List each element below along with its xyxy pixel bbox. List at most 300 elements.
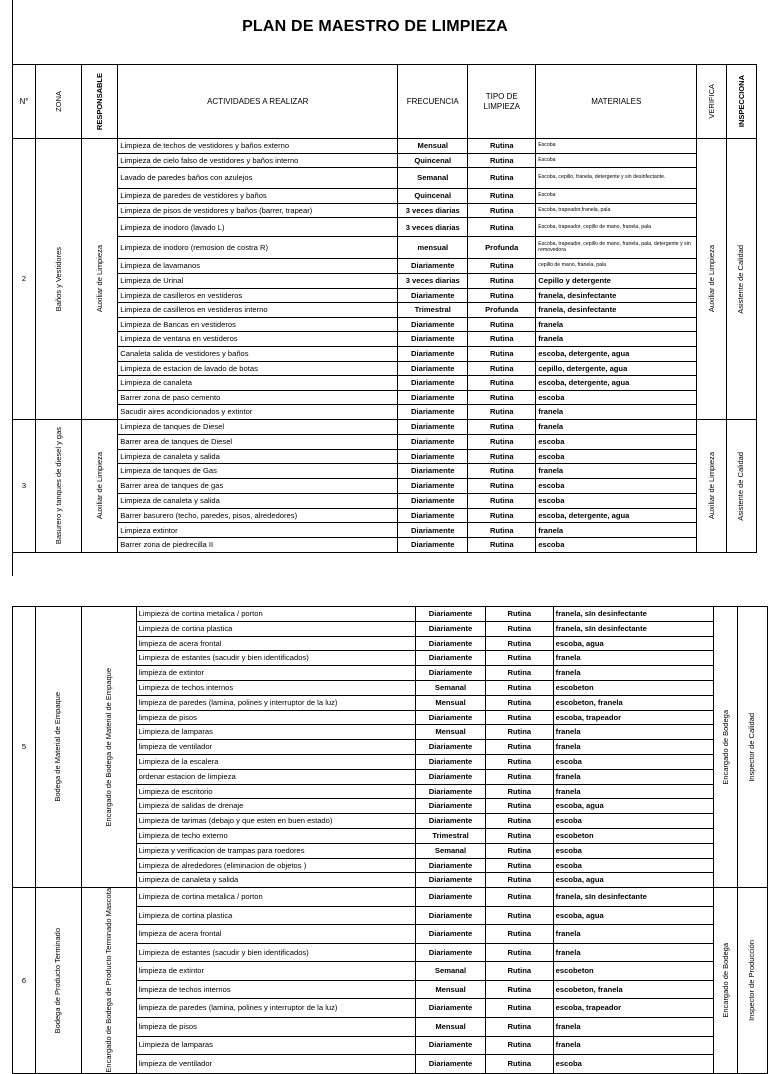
verifier [697,139,727,420]
cleaning-plan-table-bottom [12,606,768,1074]
title-box [12,0,738,64]
responsible-text: Encargado de Bodega de Producto Terminado Mascota [103,888,113,1073]
cleaning-type-cell: Rutina [468,538,536,553]
activity-cell: Limpieza de escritorio [136,784,415,799]
table-row [13,153,757,168]
zone-name-text: Bodega de Material de Empaque [53,692,63,802]
materials-cell: escobeton, franela [553,695,714,710]
activity-cell: Limpieza de lamparas [136,1036,415,1055]
activity-cell: Limpieza de estantes (sacudir y bien identificados) [136,651,415,666]
materials-cell: franela [553,651,714,666]
cleaning-type-cell: Rutina [468,405,536,420]
verifier-text: Encargado de Bodega [720,709,730,785]
frequency-cell: Semanal [398,168,468,189]
cleaning-type-cell: Rutina [485,740,553,755]
frequency-cell: Diariamente [398,434,468,449]
materials-cell: escoba, detergente, agua [536,508,697,523]
verifier [714,888,738,1074]
table-row [13,493,757,508]
frequency-cell: Diariamente [416,769,486,784]
materials-cell: franela [536,523,697,538]
cleaning-type-cell: Rutina [468,332,536,347]
header-tipo: TIPO DE LIMPIEZA [468,65,536,139]
table-row [13,168,757,189]
responsible [82,139,118,420]
materials-cell: franela [536,317,697,332]
frequency-cell: Diariamente [416,799,486,814]
cleaning-type-cell: Rutina [485,607,553,622]
header-row [13,65,757,139]
activity-cell: Limpieza de cortina plastica [136,906,415,925]
materials-cell: escobeton [553,828,714,843]
materials-cell: cepillo de mano, franela, pala [536,259,697,274]
cleaning-type-cell: Rutina [468,390,536,405]
frequency-cell: Diariamente [416,943,486,962]
table-row [13,376,757,391]
cleaning-type-cell: Rutina [468,361,536,376]
verifier-text: Encargado de Bodega [720,943,730,1018]
table-row [13,390,757,405]
activity-cell: Limpieza de alrededores (eliminacion de objetos ) [136,858,415,873]
cleaning-type-cell: Rutina [485,680,553,695]
zone-name [36,419,82,552]
table-row [13,288,757,303]
activity-cell: Lavado de paredes baños con azulejos [118,168,398,189]
cleaning-type-cell: Rutina [485,754,553,769]
materials-cell: escoba, trapeador [553,710,714,725]
activity-cell: limpieza de paredes (lamina, polines y interruptor de la luz) [136,999,415,1018]
inspector-text: Asistente de Calidad [736,244,746,314]
materials-cell: escobeton [553,680,714,695]
materials-cell: franela [536,419,697,434]
zone-name-text: Bodega de Producto Terminado [53,927,63,1034]
frequency-cell: Diariamente [398,317,468,332]
materials-cell: escoba, detergente, agua [536,376,697,391]
table-row [13,464,757,479]
cleaning-type-cell: Rutina [468,317,536,332]
activity-cell: limpieza de acera frontal [136,925,415,944]
responsible [82,888,137,1074]
materials-cell: Escoba, cepillo, franela, detergente y sin desinfectante. [536,168,697,189]
materials-cell: franela [553,740,714,755]
cleaning-type-cell: Profunda [468,237,536,259]
cleaning-type-cell: Rutina [468,523,536,538]
materials-cell: Escoba, trapeador, cepillo de mano, franela, pala [536,218,697,237]
cleaning-type-cell: Rutina [485,1017,553,1036]
verifier [714,607,738,888]
materials-cell: franela [553,925,714,944]
cleaning-type-cell: Rutina [485,828,553,843]
activity-cell: Barrer area de tanques de gas [118,479,398,494]
cleaning-type-cell: Rutina [468,464,536,479]
frequency-cell: 3 veces diarias [398,203,468,218]
activity-cell: limpieza de paredes (lamina, polines y interruptor de la luz) [136,695,415,710]
frequency-cell: Semanal [416,843,486,858]
inspector-text: Inspector de Calidad [747,712,757,782]
cleaning-type-cell: Rutina [485,725,553,740]
cleaning-type-cell: Rutina [485,999,553,1018]
materials-cell: Cepillo y detergente [536,273,697,288]
zone-name [36,139,82,420]
materials-cell: escoba [536,449,697,464]
materials-cell: franela [536,332,697,347]
activity-cell: Limpieza de ventana en vestideros [118,332,398,347]
cleaning-type-cell: Profunda [468,303,536,318]
activity-cell: Limpieza de salidas de drenaje [136,799,415,814]
page-title: PLAN DE MAESTRO DE LIMPIEZA [242,18,508,35]
table-row [13,434,757,449]
materials-cell: Escoba [536,139,697,154]
activity-cell: limpieza de ventilador [136,1055,415,1074]
activity-cell: Limpieza de canaleta y salida [136,873,415,888]
table-row [13,538,757,553]
activity-cell: Limpieza de cielo falso de vestidores y baños interno [118,153,398,168]
frequency-cell: Diariamente [398,523,468,538]
frequency-cell: Quincenal [398,189,468,204]
cleaning-type-cell: Rutina [468,449,536,464]
frequency-cell: Diariamente [398,508,468,523]
frequency-cell: Diariamente [398,538,468,553]
materials-cell: Escoba [536,189,697,204]
activity-cell: limpieza de pisos [136,710,415,725]
materials-cell: franela [553,666,714,681]
frequency-cell: Trimestral [398,303,468,318]
activity-cell: Limpieza de la escalera [136,754,415,769]
activity-cell: Limpieza de canaleta [118,376,398,391]
frequency-cell: Diariamente [416,784,486,799]
frequency-cell: Diariamente [398,464,468,479]
responsible-text: Encargado de Bodega de Material de Empaque [103,667,113,827]
cleaning-type-cell: Rutina [485,814,553,829]
zone-name [35,888,81,1074]
table-row [13,273,757,288]
cleaning-type-cell: Rutina [468,273,536,288]
inspector-text: Asistente de Calidad [736,451,746,521]
frequency-cell: Diariamente [398,346,468,361]
materials-cell: franela [553,1017,714,1036]
cleaning-type-cell: Rutina [485,873,553,888]
frequency-cell: 3 veces diarias [398,218,468,237]
activity-cell: ordenar estacion de limpieza [136,769,415,784]
activity-cell: Limpieza extintor [118,523,398,538]
table-row [13,419,757,434]
cleaning-type-cell: Rutina [485,651,553,666]
materials-cell: Escoba [536,153,697,168]
cleaning-type-cell: Rutina [468,189,536,204]
frequency-cell: Mensual [416,695,486,710]
materials-cell: escoba [536,390,697,405]
materials-cell: franela [553,769,714,784]
inspector [727,139,757,420]
cleaning-type-cell: Rutina [485,799,553,814]
inspector [738,888,768,1074]
cleaning-type-cell: Rutina [485,636,553,651]
frequency-cell: Mensual [416,980,486,999]
materials-cell: escoba, agua [553,799,714,814]
activity-cell: Limpieza de estantes (sacudir y bien identificados) [136,943,415,962]
activity-cell: Limpieza y verificacion de trampas para roedores [136,843,415,858]
activity-cell: Barrer area de tanques de Diesel [118,434,398,449]
materials-cell: franela, sIn desinfectante [553,607,714,622]
materials-cell: Escoba, trapeador,franela, pala [536,203,697,218]
cleaning-type-cell: Rutina [468,434,536,449]
table-row [13,139,757,154]
responsible-text: Auxiliar de Limpieza [94,245,104,313]
frequency-cell: Diariamente [416,999,486,1018]
activity-cell: Limpieza de techos internos [136,680,415,695]
frequency-cell: Diariamente [398,332,468,347]
activity-cell: Limpieza de pisos de vestidores y baños (barrer, trapear) [118,203,398,218]
frequency-cell: Diariamente [416,925,486,944]
table-row [13,523,757,538]
table-row [13,449,757,464]
cleaning-type-cell: Rutina [468,218,536,237]
frequency-cell: Quincenal [398,153,468,168]
cleaning-type-cell: Rutina [468,419,536,434]
cleaning-type-cell: Rutina [485,888,553,907]
materials-cell: franela [553,784,714,799]
cleaning-type-cell: Rutina [468,168,536,189]
cleaning-type-cell: Rutina [485,1036,553,1055]
materials-cell: escoba [553,843,714,858]
table-row [13,203,757,218]
cleaning-type-cell: Rutina [485,666,553,681]
materials-cell: cepillo, detergente, agua [536,361,697,376]
table-row [13,317,757,332]
activity-cell: Limpieza de tanques de Gas [118,464,398,479]
frequency-cell: Diariamente [416,740,486,755]
cleaning-type-cell: Rutina [485,1055,553,1074]
materials-cell: escoba [553,858,714,873]
activity-cell: Limpieza de paredes de vestidores y baños [118,189,398,204]
inspector-text: Inspector de Producción [747,939,757,1021]
activity-cell: Limpieza de cortina plastica [136,621,415,636]
table-row [13,303,757,318]
cleaning-type-cell: Rutina [485,980,553,999]
materials-cell: escoba [536,479,697,494]
materials-cell: escobeton [553,962,714,981]
table-row [13,508,757,523]
materials-cell: escoba [553,1055,714,1074]
cleaning-type-cell: Rutina [485,962,553,981]
activity-cell: Limpieza de cortina metalica / porton [136,888,415,907]
cleaning-type-cell: Rutina [468,153,536,168]
materials-cell: franela, desinfectante [536,303,697,318]
frequency-cell: Diariamente [398,376,468,391]
cleaning-type-cell: Rutina [485,769,553,784]
materials-cell: escoba, agua [553,906,714,925]
cleaning-type-cell: Rutina [468,259,536,274]
zone-number: 2 [13,139,36,420]
verifier-text: Auxiliar de Limpieza [706,452,716,520]
cleaning-type-cell: Rutina [468,376,536,391]
activity-cell: Limpieza de casilleros en vestideros [118,288,398,303]
materials-cell: escoba, trapeador [553,999,714,1018]
activity-cell: Canaleta salida de vestidores y baños [118,346,398,361]
materials-cell: franela [553,1036,714,1055]
cleaning-type-cell: Rutina [485,858,553,873]
verifier [697,419,727,552]
materials-cell: franela, sIn desinfectante [553,888,714,907]
activity-cell: Limpieza de tarimas (debajo y que esten en buen estado) [136,814,415,829]
frequency-cell: Diariamente [398,361,468,376]
cleaning-type-cell: Rutina [485,906,553,925]
frequency-cell: Diariamente [398,449,468,464]
cleaning-type-cell: Rutina [485,695,553,710]
header-inspecciona: INSPECCIONA [727,65,757,139]
zone-name [35,607,81,888]
cleaning-type-cell: Rutina [468,479,536,494]
frequency-cell: Diariamente [416,888,486,907]
cleaning-type-cell: Rutina [485,943,553,962]
activity-cell: Limpieza de tanques de Diesel [118,419,398,434]
inspector [738,607,768,888]
frequency-cell: Diariamente [398,405,468,420]
activity-cell: Limpieza de Urinal [118,273,398,288]
activity-cell: Barrer zona de paso cemento [118,390,398,405]
frequency-cell: 3 veces diarias [398,273,468,288]
frequency-cell: Diariamente [416,666,486,681]
frequency-cell: Diariamente [398,390,468,405]
materials-cell: escoba, agua [553,873,714,888]
frequency-cell: Diariamente [416,873,486,888]
materials-cell: escoba [536,434,697,449]
activity-cell: Limpieza de cortina metalica / porton [136,607,415,622]
materials-cell: franela, desinfectante [536,288,697,303]
header-materiales: MATERIALES [536,65,697,139]
frequency-cell: Diariamente [416,754,486,769]
activity-cell: Limpieza de techos de vestidores y baños externo [118,139,398,154]
frequency-cell: Diariamente [416,636,486,651]
frequency-cell: Diariamente [416,1055,486,1074]
materials-cell: Escoba, trapeador, cepillo de mano, franela, pala, detergente y sin removedora [536,237,697,259]
activity-cell: Limpieza de lamparas [136,725,415,740]
table-row [13,361,757,376]
materials-cell: franela [553,943,714,962]
table-row [13,607,768,622]
cleaning-type-cell: Rutina [468,346,536,361]
activity-cell: Limpieza de casilleros en vestideros interno [118,303,398,318]
zone-name-text: Basurero y tanques de diesel y gas [53,427,63,545]
activity-cell: limpieza de ventilador [136,740,415,755]
frequency-cell: Diariamente [398,259,468,274]
activity-cell: Limpieza de Bancas en vestideros [118,317,398,332]
activity-cell: Barrer basurero (techo, paredes, pisos, alrededores) [118,508,398,523]
cleaning-type-cell: Rutina [468,508,536,523]
materials-cell: franela [553,725,714,740]
activity-cell: Barrer zona de piedrecilla II [118,538,398,553]
frequency-cell: Diariamente [398,419,468,434]
table-row [13,259,757,274]
zone-number: 6 [13,888,36,1074]
materials-cell: escoba, detergente, agua [536,346,697,361]
activity-cell: Limpieza de canaleta y salida [118,493,398,508]
table-row [13,346,757,361]
frequency-cell: Diariamente [398,493,468,508]
zone-name-text: Baños y Vestidores [53,246,63,312]
cleaning-type-cell: Rutina [468,288,536,303]
table-row [13,888,768,907]
header-verifica: VERIFICA [697,65,727,139]
header-n: N° [13,65,36,139]
activity-cell: Limpieza de inodoro (remosion de costra R) [118,237,398,259]
materials-cell: escoba [553,754,714,769]
table-row [13,405,757,420]
activity-cell: Limpieza de lavamanos [118,259,398,274]
table-row [13,189,757,204]
activity-cell: limpieza de extintor [136,666,415,681]
materials-cell: escoba [536,538,697,553]
frequency-cell: Mensual [416,725,486,740]
frequency-cell: mensual [398,237,468,259]
header-actividades: ACTIVIDADES A REALIZAR [118,65,398,139]
inspector [727,419,757,552]
frequency-cell: Diariamente [398,479,468,494]
activity-cell: Limpieza de canaleta y salida [118,449,398,464]
zone-number: 5 [13,607,36,888]
frequency-cell: Trimestral [416,828,486,843]
frequency-cell: Diariamente [416,621,486,636]
frequency-cell: Mensual [416,1017,486,1036]
activity-cell: limpieza de techos internos [136,980,415,999]
materials-cell: escoba, agua [553,636,714,651]
materials-cell: franela [536,464,697,479]
activity-cell: limpieza de acera frontal [136,636,415,651]
frequency-cell: Diariamente [398,288,468,303]
activity-cell: Limpieza de inodoro (lavado L) [118,218,398,237]
cleaning-type-cell: Rutina [468,139,536,154]
frequency-cell: Diariamente [416,858,486,873]
header-zona: ZONA [36,65,82,139]
materials-cell: escoba [553,814,714,829]
materials-cell: franela [536,405,697,420]
header-responsable: RESPONSABLE [82,65,118,139]
frequency-cell: Diariamente [416,710,486,725]
frequency-cell: Semanal [416,680,486,695]
cleaning-type-cell: Rutina [485,925,553,944]
table-row [13,218,757,237]
activity-cell: Limpieza de estacion de lavado de botas [118,361,398,376]
responsible-text: Auxiliar de Limpieza [94,452,104,520]
responsible [82,607,137,888]
cleaning-type-cell: Rutina [485,843,553,858]
materials-cell: franela, sIn desinfectante [553,621,714,636]
responsible [82,419,118,552]
materials-cell: escoba [536,493,697,508]
activity-cell: limpieza de pisos [136,1017,415,1036]
table-row [13,332,757,347]
frequency-cell: Diariamente [416,814,486,829]
zone-number: 3 [13,419,36,552]
activity-cell: Sacudir aires acondicionados y extintor [118,405,398,420]
frequency-cell: Diariamente [416,651,486,666]
materials-cell: escobeton, franela [553,980,714,999]
cleaning-type-cell: Rutina [485,710,553,725]
cleaning-type-cell: Rutina [485,621,553,636]
table-row [13,237,757,259]
cleaning-type-cell: Rutina [468,203,536,218]
verifier-text: Auxiliar de Limpieza [706,245,716,313]
header-frecuencia: FRECUENCIA [398,65,468,139]
activity-cell: limpieza de extintor [136,962,415,981]
activity-cell: Limpieza de techo externo [136,828,415,843]
cleaning-type-cell: Rutina [485,784,553,799]
frequency-cell: Mensual [398,139,468,154]
table-row [13,479,757,494]
cleaning-type-cell: Rutina [468,493,536,508]
frequency-cell: Semanal [416,962,486,981]
cleaning-plan-table-top [12,64,757,553]
